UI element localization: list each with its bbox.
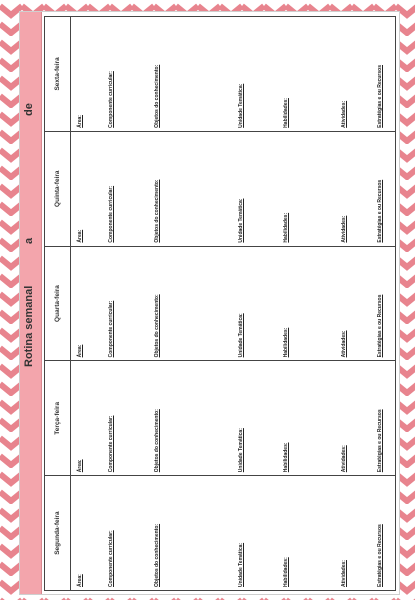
unidade-label: Unidade Temática:	[238, 428, 244, 473]
estrategias-label: Estratégias e ou Recursos	[377, 65, 383, 128]
day-header-friday: Sexta-feira	[45, 17, 71, 132]
objetos-label: Objetos do conhecimento:	[154, 294, 160, 358]
objetos-label: Objetos do conhecimento:	[154, 179, 160, 243]
objetos-label: Objetos do conhecimento:	[154, 523, 160, 587]
title-bar	[20, 12, 42, 594]
title-connector-a: a	[23, 237, 35, 244]
componente-label: Componente curricular:	[108, 530, 114, 587]
estrategias-label: Estratégias e ou Recursos	[377, 179, 383, 243]
page-title: Rotina semanal	[23, 285, 35, 367]
day-header-wednesday: Quarta-feira	[45, 246, 71, 361]
unidade-label: Unidade Temática:	[238, 198, 244, 243]
unidade-label: Unidade Temática:	[238, 542, 244, 587]
title-connector-de: de	[23, 103, 35, 116]
area-label: Área:	[77, 459, 83, 473]
area-label: Área:	[77, 115, 83, 128]
componente-label: Componente curricular:	[108, 300, 114, 358]
habilidades-label: Habilidades:	[283, 327, 289, 358]
day-header-monday: Segunda-feira	[45, 476, 71, 591]
estrategias-label: Estratégias e ou Recursos	[377, 524, 383, 587]
area-label: Área:	[77, 229, 83, 243]
objetos-label: Objetos do conhecimento:	[154, 409, 160, 473]
habilidades-label: Habilidades:	[283, 442, 289, 473]
day-header-tuesday: Terça-feira	[45, 361, 71, 476]
weekly-routine-table	[44, 16, 396, 591]
estrategias-label: Estratégias e ou Recursos	[377, 409, 383, 473]
componente-label: Componente curricular:	[108, 185, 114, 243]
habilidades-label: Habilidades:	[283, 557, 289, 587]
friday-cell	[71, 17, 396, 132]
day-content-row	[71, 17, 396, 591]
componente-label: Componente curricular:	[108, 415, 114, 473]
tuesday-cell	[71, 361, 396, 476]
atividades-label: Atividades:	[341, 445, 347, 473]
unidade-label: Unidade Temática:	[238, 313, 244, 358]
day-header-thursday: Quinta-feira	[45, 131, 71, 246]
thursday-cell	[71, 131, 396, 246]
day-header-row	[45, 17, 71, 591]
atividades-label: Atividades:	[341, 215, 347, 243]
componente-label: Componente curricular:	[108, 71, 114, 128]
area-label: Área:	[77, 574, 83, 587]
atividades-label: Atividades:	[341, 100, 347, 128]
habilidades-label: Habilidades:	[283, 98, 289, 128]
monday-cell	[71, 476, 396, 591]
estrategias-label: Estratégias e ou Recursos	[377, 294, 383, 358]
atividades-label: Atividades:	[341, 560, 347, 587]
atividades-label: Atividades:	[341, 330, 347, 358]
area-label: Área:	[77, 344, 83, 358]
wednesday-cell	[71, 246, 396, 361]
habilidades-label: Habilidades:	[283, 212, 289, 243]
rotated-content	[20, 12, 399, 594]
objetos-label: Objetos do conhecimento:	[154, 64, 160, 128]
unidade-label: Unidade Temática:	[238, 83, 244, 128]
document-page	[19, 11, 400, 595]
